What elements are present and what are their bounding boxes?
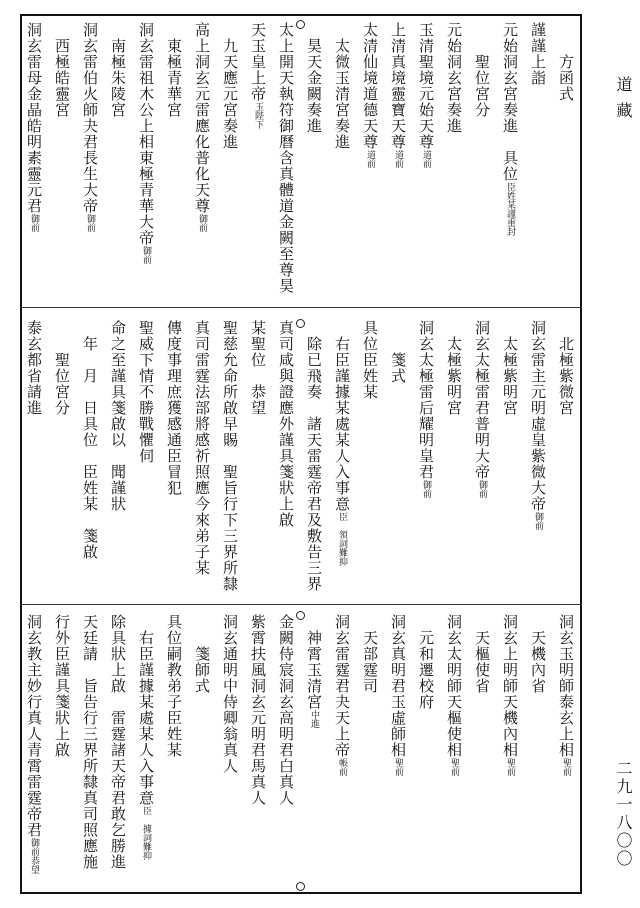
text-column bbox=[166, 38, 182, 118]
text-column bbox=[558, 336, 574, 416]
column-text: 洞玄教主妙行真人青霄雷霆帝君 bbox=[25, 614, 43, 838]
column-text: 箋式 bbox=[389, 352, 407, 384]
text-column bbox=[54, 38, 70, 118]
text-column bbox=[222, 614, 238, 774]
text-column bbox=[82, 614, 98, 870]
text-column bbox=[362, 22, 378, 168]
text-column bbox=[530, 22, 546, 86]
panel-divider bbox=[20, 307, 582, 308]
column-text: 西極皓靈宮 bbox=[53, 38, 71, 118]
binding-hole bbox=[296, 20, 305, 29]
column-text: 右臣謹據某處某人入事意 bbox=[333, 336, 351, 512]
text-column bbox=[26, 614, 42, 874]
column-text: 洞玄上明師天機內相 bbox=[501, 614, 519, 758]
text-column bbox=[558, 54, 574, 102]
column-text: 太極紫明宮 bbox=[501, 336, 519, 416]
text-column bbox=[502, 22, 518, 236]
column-annotation: 御前 bbox=[85, 214, 95, 232]
text-column bbox=[82, 22, 98, 232]
column-annotation: 玉陛下 bbox=[253, 102, 263, 129]
text-column bbox=[418, 320, 434, 498]
column-text: 聖位宮分 bbox=[53, 352, 71, 416]
column-text: 箋師式 bbox=[193, 646, 211, 694]
text-column bbox=[278, 320, 294, 528]
text-column bbox=[110, 320, 126, 512]
column-text: 除具狀上啟 雷霆諸天帝君敢乞勝進 bbox=[109, 614, 127, 870]
column-text: 玉清聖境元始天尊 bbox=[417, 22, 435, 150]
text-column bbox=[474, 320, 490, 498]
column-text: 行外臣謹具箋狀上啟 bbox=[53, 614, 71, 758]
column-text: 太清仙境道德天尊 bbox=[361, 22, 379, 150]
text-column bbox=[26, 22, 42, 232]
column-annotation: 道前 bbox=[421, 150, 431, 168]
column-text: 具位臣姓某 bbox=[361, 320, 379, 400]
binding-hole bbox=[296, 611, 305, 620]
column-text: 洞玄雷母金晶皓明素靈元君 bbox=[25, 22, 43, 214]
text-column bbox=[194, 646, 210, 694]
text-column bbox=[446, 22, 462, 134]
column-annotation: 臣 領詞難抑 bbox=[337, 512, 347, 566]
column-text: 北極紫微宮 bbox=[557, 336, 575, 416]
column-text: 真司雷霆法部將感祈照應今來弟子某 bbox=[193, 320, 211, 576]
text-column bbox=[502, 614, 518, 776]
column-text: 命之至謹具箋啟以 聞謹狀 bbox=[109, 320, 127, 512]
column-annotation: 中進 bbox=[309, 710, 319, 728]
column-text: 天玉皇上帝 bbox=[249, 22, 267, 102]
column-annotation: 御前 bbox=[533, 512, 543, 530]
column-text: 洞玄真明君玉虛師相 bbox=[389, 614, 407, 758]
column-text: 昊天金闕奏進 bbox=[305, 38, 323, 134]
text-column bbox=[278, 22, 294, 294]
column-text: 聖慈允命所啟早賜 聖旨行下三界所隸 bbox=[221, 320, 239, 592]
column-text: 紫霄扶風洞玄元明君馬真人 bbox=[249, 614, 267, 806]
text-column bbox=[446, 336, 462, 416]
text-column bbox=[54, 614, 70, 758]
column-text: 謹謹上詣 bbox=[529, 22, 547, 86]
text-column bbox=[110, 614, 126, 870]
text-column bbox=[26, 320, 42, 416]
column-annotation: 臣姓某謹重封 bbox=[505, 182, 515, 236]
text-column bbox=[390, 614, 406, 776]
column-annotation: 聖前 bbox=[393, 758, 403, 776]
text-column bbox=[166, 320, 182, 496]
text-column bbox=[474, 54, 490, 118]
column-text: 某聖位 恭望 bbox=[249, 320, 267, 416]
column-annotation: 聖前 bbox=[561, 758, 571, 776]
column-annotation: 御前 bbox=[421, 480, 431, 498]
column-annotation: 聖前 bbox=[505, 758, 515, 776]
column-annotation: 御前恭望 bbox=[29, 838, 39, 874]
column-text: 上清真境靈寶天尊 bbox=[389, 22, 407, 150]
text-column bbox=[530, 320, 546, 530]
column-text: 金闕侍宸洞玄高明君白真人 bbox=[277, 614, 295, 806]
text-column bbox=[502, 336, 518, 416]
text-column bbox=[362, 320, 378, 400]
text-column bbox=[278, 614, 294, 806]
text-column bbox=[54, 352, 70, 416]
column-text: 高上洞玄元雷應化普化天尊 bbox=[193, 22, 211, 214]
column-text: 天部霆司 bbox=[361, 630, 379, 694]
text-column bbox=[446, 614, 462, 776]
text-column bbox=[306, 630, 322, 728]
column-annotation: 御前 bbox=[197, 214, 207, 232]
column-annotation: 帳前 bbox=[337, 758, 347, 776]
text-column bbox=[138, 320, 154, 464]
column-text: 天機內省 bbox=[529, 630, 547, 694]
column-text: 右臣謹據某處某人入事意 bbox=[137, 630, 155, 806]
column-text: 聖位宮分 bbox=[473, 54, 491, 118]
column-text: 泰玄都省請進 bbox=[25, 320, 43, 416]
text-column bbox=[334, 614, 350, 776]
column-text: 天廷請 旨告行三界所隸真司照應施 bbox=[81, 614, 99, 870]
column-text: 南極朱陵宮 bbox=[109, 38, 127, 118]
column-text: 元和遷校府 bbox=[417, 630, 435, 710]
page-number: 二九一八〇〇 bbox=[614, 760, 633, 868]
column-annotation: 臣 據詞難抑 bbox=[141, 806, 151, 860]
column-text: 太極紫明宮 bbox=[445, 336, 463, 416]
column-text: 真司咸與證應外謹具箋狀上啟 bbox=[277, 320, 295, 528]
column-text: 洞玄通明中侍卿翁真人 bbox=[221, 614, 239, 774]
book-title: 道藏 bbox=[614, 76, 633, 128]
column-text: 九天應元宮奏進 bbox=[221, 38, 239, 150]
text-column bbox=[222, 38, 238, 150]
column-text: 方函式 bbox=[557, 54, 575, 102]
column-text: 洞玄雷祖木公上相東極青華大帝 bbox=[137, 22, 155, 246]
column-text: 聖威下情不勝戰懼伺 bbox=[137, 320, 155, 464]
text-column bbox=[418, 630, 434, 710]
text-column bbox=[110, 38, 126, 118]
text-column bbox=[390, 22, 406, 168]
column-annotation: 道前 bbox=[393, 150, 403, 168]
column-text: 除已飛奏 諸天雷霆帝君及敷告三界 bbox=[305, 336, 323, 592]
column-text: 東極青華宮 bbox=[165, 38, 183, 118]
column-annotation: 道前 bbox=[365, 150, 375, 168]
text-column bbox=[530, 630, 546, 694]
text-column bbox=[194, 22, 210, 232]
binding-hole bbox=[296, 319, 305, 328]
text-column bbox=[362, 630, 378, 694]
column-text: 天樞使省 bbox=[473, 630, 491, 694]
text-column bbox=[334, 38, 350, 150]
text-column bbox=[306, 336, 322, 592]
text-column bbox=[334, 336, 350, 566]
column-text: 具位嗣教弟子臣姓某 bbox=[165, 614, 183, 758]
text-column bbox=[250, 320, 266, 416]
text-column bbox=[418, 22, 434, 168]
text-column bbox=[194, 320, 210, 576]
column-text: 洞玄玉明師泰玄上相 bbox=[557, 614, 575, 758]
text-column bbox=[306, 38, 322, 134]
text-column bbox=[250, 614, 266, 806]
column-text: 神霄玉清宮 bbox=[305, 630, 323, 710]
text-column bbox=[166, 614, 182, 758]
column-annotation: 御前 bbox=[141, 246, 151, 264]
text-column bbox=[474, 630, 490, 694]
column-text: 洞玄雷伯火師夬君長生大帝 bbox=[81, 22, 99, 214]
column-text: 洞玄太極雷后耀明皇君 bbox=[417, 320, 435, 480]
column-annotation: 御前 bbox=[29, 214, 39, 232]
text-column bbox=[558, 614, 574, 776]
page-frame bbox=[20, 14, 582, 894]
text-column bbox=[82, 336, 98, 560]
text-column bbox=[222, 320, 238, 592]
column-annotation: 聖前 bbox=[449, 758, 459, 776]
column-text: 洞玄雷主元明虛皇紫微大帝 bbox=[529, 320, 547, 512]
column-text: 洞玄太極雷君普明大帝 bbox=[473, 320, 491, 480]
panel-divider bbox=[20, 604, 582, 605]
column-text: 太上開天執符御曆含真體道金闕至尊昊 bbox=[277, 22, 295, 294]
binding-hole bbox=[296, 882, 305, 891]
text-column bbox=[138, 22, 154, 264]
text-column bbox=[138, 630, 154, 860]
text-column bbox=[250, 22, 266, 129]
column-text: 元始洞玄宮奏進 bbox=[445, 22, 463, 134]
column-annotation: 御前 bbox=[477, 480, 487, 498]
text-column bbox=[390, 352, 406, 384]
column-text: 洞玄太明師天樞使相 bbox=[445, 614, 463, 758]
column-text: 傳度事理庶獲感通臣冒犯 bbox=[165, 320, 183, 496]
column-text: 洞玄雷霆君夬天上帝 bbox=[333, 614, 351, 758]
column-text: 年 月 日具位 臣姓某 箋啟 bbox=[81, 336, 99, 560]
column-text: 太微玉清宮奏進 bbox=[333, 38, 351, 150]
column-text: 元始洞玄宮奏進 具位 bbox=[501, 22, 519, 182]
